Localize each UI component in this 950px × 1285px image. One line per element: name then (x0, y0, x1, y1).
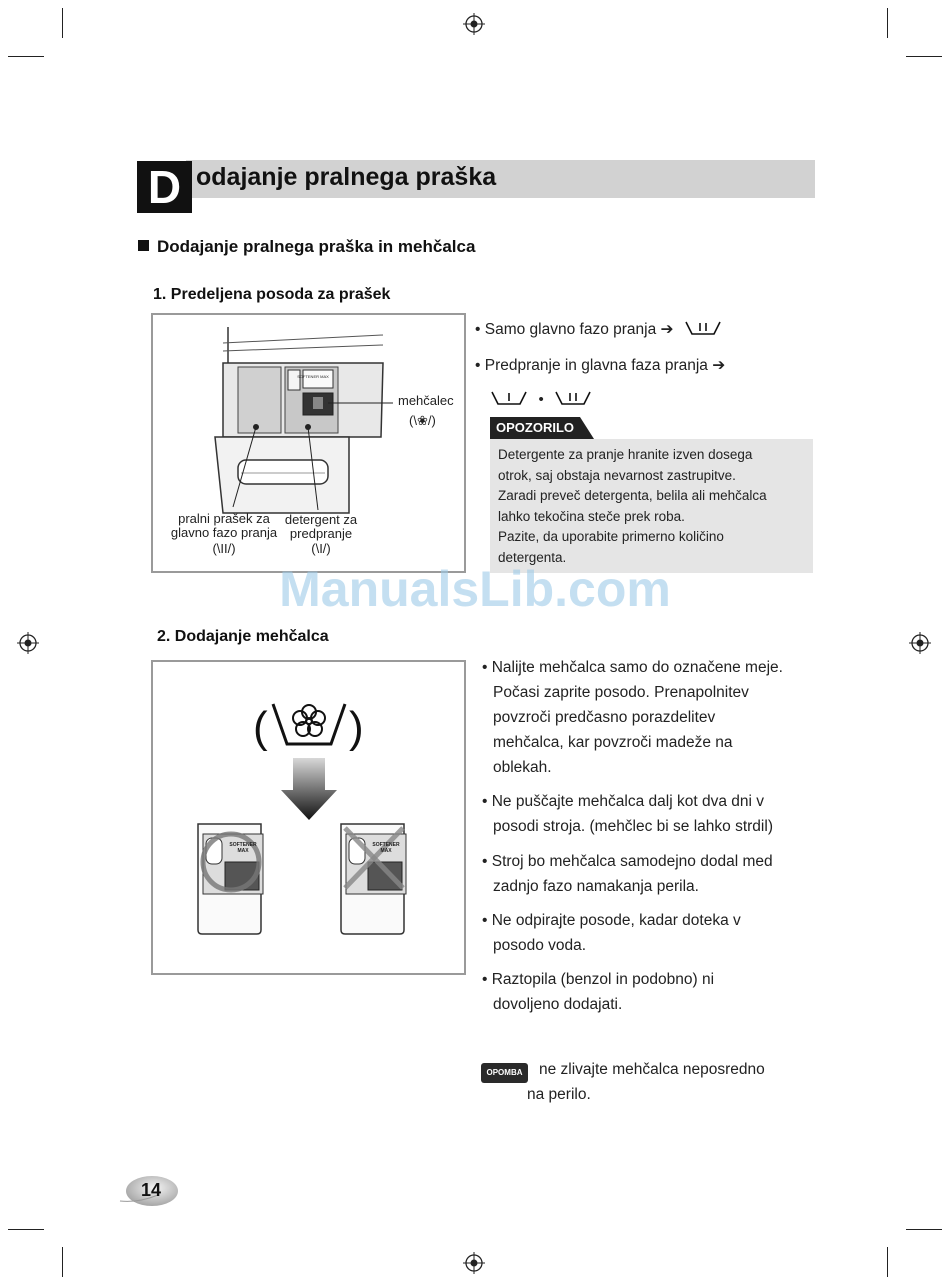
instruction-line: dovoljeno dodajati. (493, 996, 623, 1013)
crop-mark (887, 8, 888, 38)
crop-mark (8, 56, 44, 57)
instruction-line: • Nalijte mehčalca samo do označene meje. (482, 659, 783, 676)
note-text (527, 1057, 765, 1107)
left-dispenser-label: SOFTENER MAX (229, 842, 257, 854)
label-softener: mehčalec (398, 393, 454, 408)
warning-line: lahko tekočina steče prek roba. (498, 508, 685, 524)
instruction-bullet (482, 849, 773, 899)
note-line: na perilo. (527, 1086, 591, 1103)
instruction-bullet (482, 789, 773, 839)
note-line: ne zlivajte mehčalca neposredno (539, 1061, 765, 1078)
dispenser-figure (151, 313, 466, 573)
section-title-text: Dodajanje pralnega praška in mehčalca (157, 237, 476, 256)
header-initial: D (137, 161, 192, 213)
warning-text (498, 445, 767, 568)
crop-mark (906, 56, 942, 57)
softener-drawing (153, 662, 464, 973)
instruction-line: • Ne puščajte mehčalca dalj kot dva dni v (482, 793, 764, 810)
instruction-line: • Stroj bo mehčalca samodejno dodal med (482, 853, 773, 870)
warning-line: detergenta. (498, 549, 567, 565)
registration-mark-icon (17, 632, 39, 654)
section-title (138, 237, 475, 257)
warning-line: Pazite, da uporabite primerno količino (498, 529, 724, 544)
instruction-bullet (482, 967, 714, 1017)
main-wash-compartment-icon (684, 320, 722, 336)
dispenser-softener-label: SOFTENER MAX (297, 374, 329, 379)
instruction-bullet (482, 655, 783, 780)
instruction-line: • Raztopila (benzol in podobno) ni (482, 971, 715, 988)
instruction-bullet (482, 908, 741, 958)
instruction-line: mehčalca, kar povzroči madeže na (493, 734, 733, 751)
crop-mark (8, 1229, 44, 1230)
part1-title: 1. Predeljena posoda za prašek (153, 286, 391, 303)
symbol-separator: • (538, 391, 544, 408)
label-prewash-symbol: (\I/) (311, 541, 331, 556)
part2-title: 2. Dodajanje mehčalca (157, 628, 329, 645)
bullet-main-wash (475, 320, 722, 339)
instruction-line: zadnjo fazo namakanja perila. (493, 878, 699, 895)
label-main-wash-line1: pralni prašek za (178, 511, 270, 526)
watermark: ManualsLib.com (279, 561, 671, 617)
crop-mark (887, 1247, 888, 1277)
instruction-line: • Ne odpirajte posode, kadar doteka v (482, 912, 741, 929)
square-bullet-icon (138, 240, 149, 251)
page-number: 14 (141, 1180, 162, 1200)
bullet-prewash-main: • Predpranje in glavna faza pranja ➔ (475, 357, 726, 374)
crop-mark (62, 8, 63, 38)
main-wash-compartment-icon (554, 390, 592, 406)
softener-figure (151, 660, 466, 975)
instruction-line: posodo voda. (493, 937, 587, 954)
registration-mark-icon (909, 632, 931, 654)
instruction-line: povzroči predčasno porazdelitev (493, 709, 716, 726)
prewash-compartment-icon (490, 390, 528, 406)
note-tag: OPOMBA (481, 1063, 528, 1083)
warning-line: otrok, saj obstaja nevarnost zastrupitve. (498, 467, 736, 483)
instruction-line: oblekah. (493, 759, 552, 776)
label-prewash-line2: predpranje (289, 526, 353, 541)
instruction-line: Počasi zaprite posodo. Prenapolnitev (493, 684, 749, 701)
flower-icon (293, 705, 325, 736)
crop-mark (62, 1247, 63, 1277)
warning-line: Zaradi preveč detergenta, belila ali mehčalca (498, 488, 767, 503)
label-softener-symbol: (\❀/) (409, 413, 436, 428)
warning-tag: OPOZORILO (490, 417, 580, 439)
svg-text:(: ( (253, 703, 268, 752)
label-main-wash-line2: glavno fazo pranja (170, 525, 278, 540)
bullet-main-wash-text: • Samo glavno fazo pranja ➔ (475, 321, 674, 338)
label-prewash-line1: detergent za (284, 512, 358, 527)
crop-mark (906, 1229, 942, 1230)
registration-mark-icon (463, 1252, 485, 1274)
instruction-line: posodi stroja. (mehčlec bi se lahko strdil) (493, 818, 773, 835)
prewash-main-symbols (490, 390, 592, 409)
registration-mark-icon (463, 13, 485, 35)
right-dispenser-label: SOFTENER MAX (372, 842, 400, 854)
page-title: odajanje pralnega praška (196, 163, 497, 191)
label-main-wash-symbol: (\II/) (212, 541, 236, 556)
svg-text:): ) (349, 703, 364, 752)
warning-line: Detergente za pranje hranite izven dosega (498, 447, 753, 462)
